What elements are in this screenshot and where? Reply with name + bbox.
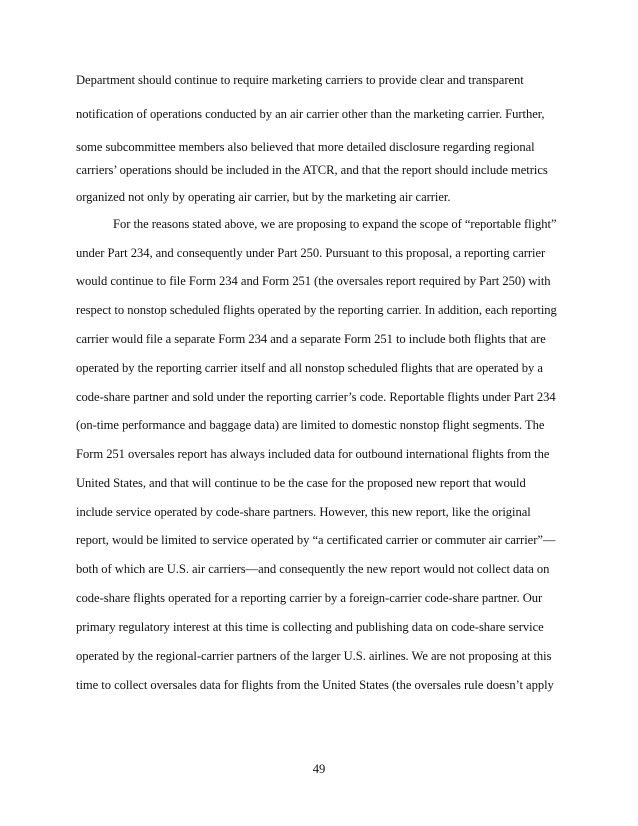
body-text-line: respect to nonstop scheduled flights operated by the reporting carrier. In addition, each reporting xyxy=(76,303,557,317)
body-text-line: Department should continue to require marketing carriers to provide clear and transparent xyxy=(76,73,524,87)
body-text-line: (on-time performance and baggage data) are limited to domestic nonstop flight segments. The xyxy=(76,418,545,432)
body-text-line: organized not only by operating air carrier, but by the marketing air carrier. xyxy=(76,190,451,204)
body-text-line: primary regulatory interest at this time is collecting and publishing data on code-share service xyxy=(76,620,544,634)
body-text-line: under Part 234, and consequently under Part 250. Pursuant to this proposal, a reporting carrier xyxy=(76,246,546,260)
body-text-line: include service operated by code-share partners. However, this new report, like the original xyxy=(76,505,531,519)
body-text-line: report, would be limited to service operated by “a certificated carrier or commuter air carrier”— xyxy=(76,533,556,547)
body-text-line: Form 251 oversales report has always included data for outbound international flights from the xyxy=(76,447,550,461)
body-text-line: both of which are U.S. air carriers—and consequently the new report would not collect data on xyxy=(76,562,550,576)
body-text-line: carrier would file a separate Form 234 and a separate Form 251 to include both flights that are xyxy=(76,332,546,346)
body-text-line: operated by the reporting carrier itself and all nonstop scheduled flights that are operated by a xyxy=(76,361,543,375)
paragraph-first-line: For the reasons stated above, we are proposing to expand the scope of “reportable flight” xyxy=(113,217,557,231)
body-text-line: United States, and that will continue to be the case for the proposed new report that would xyxy=(76,476,526,490)
body-text-line: operated by the regional-carrier partners of the larger U.S. airlines. We are not proposing at this xyxy=(76,649,552,663)
body-text-line: time to collect oversales data for flights from the United States (the oversales rule doesn’t apply xyxy=(76,678,554,692)
page-number: 49 xyxy=(312,762,326,776)
body-text-line: notification of operations conducted by an air carrier other than the marketing carrier. Further, xyxy=(76,107,545,121)
body-text-line: carriers’ operations should be included in the ATCR, and that the report should include metrics xyxy=(76,163,548,177)
body-text-line: would continue to file Form 234 and Form 251 (the oversales report required by Part 250) with xyxy=(76,274,551,288)
body-text-line: code-share partner and sold under the reporting carrier’s code. Reportable flights under Part 234 xyxy=(76,390,556,404)
body-text-line: code-share flights operated for a reporting carrier by a foreign-carrier code-share partner. Our xyxy=(76,591,543,605)
body-text-line: some subcommittee members also believed that more detailed disclosure regarding regional xyxy=(76,140,535,154)
